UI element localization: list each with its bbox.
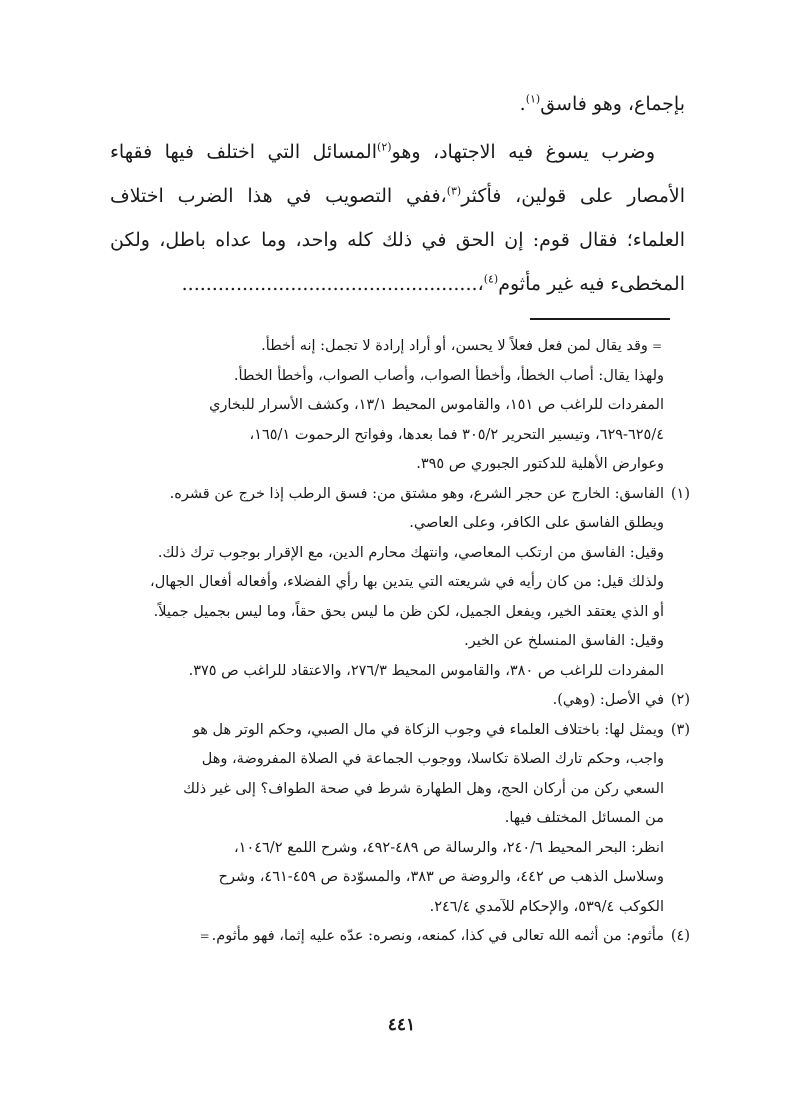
main-line-1-text: بإجماع، وهو فاسق [540,93,685,115]
main-line-1-end: . [519,93,526,115]
footnote-text: في الأصل: (وهي). [552,692,664,708]
footnote-4 [105,922,690,952]
footnote-ref-1[interactable]: (١) [525,92,541,106]
main-dots: ................................................. [181,273,478,295]
footnote-line [105,716,690,746]
footnote-ref-4[interactable]: (٤) [483,272,499,286]
footnote-text: ولذلك قيل: من كان رأيه في شريعته التي يتدين بها رأي الفضلاء، وأفعاله أفعال الجهال، [150,574,664,590]
footnote-text: الكوكب ٥٣٩/٤، والإحكام للآمدي ٢٤٦/٤. [429,898,664,915]
footnote-separator [530,318,670,320]
footnote-text: ولهذا يقال: أصاب الخطأ، وأخطأ الصواب، وأصاب الصواب، وأخطأ الخطأ. [233,367,664,384]
main-para2-part-d: ، [477,273,484,295]
footnote-line [105,804,690,834]
footnote-ref-2[interactable]: (٢) [377,140,392,154]
footnote-text: الفاسق: الخارج عن حجر الشرع، وهو مشتق من: فسق الرطب إذا خرج عن قشره. [169,485,664,502]
footnote-line [105,332,690,362]
footnote-line [105,775,690,805]
footnote-line [105,686,690,716]
footnote-line [105,539,690,569]
footnote-line [105,568,690,598]
footnote-line [105,745,690,775]
footnote-2 [105,686,690,716]
footnote-text: السعي ركن من أركان الحج، وهل الطهارة شرط في صحة الطواف؟ إلى غير ذلك [183,780,664,797]
footnote-line [105,421,690,451]
footnote-number: (٢) [670,692,690,708]
footnote-line [105,362,690,392]
main-text [110,82,685,306]
footnote-text: وقد يقال لمن فعل فعلاً لا يحسن، أو أراد إرادة لا تجمل: إنه أخطأ. [261,338,648,354]
footnote-number: (١) [670,485,690,502]
footnote-line [105,598,690,628]
footnote-line [105,509,690,539]
footnote-line [105,863,690,893]
footnote-text: وسلاسل الذهب ص ٤٤٢، والروضة ص ٣٨٣، والمسوّدة ص ٤٥٩-٤٦١، وشرح [218,869,664,885]
footnote-line [105,834,690,864]
footnote-text: أو الذي يعتقد الخير، ويفعل الجميل، لكن ظن ما ليس بحق حقاً، وما ليس بجميل جميلاً. [153,603,664,620]
footnote-line [105,922,690,952]
continuation-mark-start: = [651,339,662,353]
footnote-text: ٦٢٥/٤-٦٢٩، وتيسير التحرير ٣٠٥/٢ فما بعدها، وفواتح الرحموت ١٦٥/١، [249,426,664,443]
main-para2-part-c: ،ففي التصويب في هذا الضرب اختلاف العلماء؛ فقال قوم: إن الحق في ذلك كله واحد، وما عداه باطل، ولكن المخطىء فيه غير مأثوم [110,185,685,295]
footnote-text: واجب، وحكم تارك الصلاة تكاسلا، ووجوب الجماعة في الصلاة المفروضة، وهل [201,751,664,767]
footnote-number: (٣) [670,721,690,738]
footnote-text: ويطلق الفاسق على الكافر، وعلى العاصي. [409,515,664,531]
footnote-text: المفردات للراغب ص ١٥١، والقاموس المحيط ١٣/١، وكشف الأسرار للبخاري [209,397,664,413]
footnotes [105,332,690,952]
footnote-line [105,893,690,923]
footnote-text: وقيل: الفاسق من ارتكب المعاصي، وانتهك محارم الدين، مع الإقرار بوجوب ترك ذلك. [157,544,664,561]
footnote-text: وقيل: الفاسق المنسلخ عن الخير. [464,633,664,649]
page-number: ٤٤١ [387,1015,416,1035]
footnote-continued [105,332,690,480]
footnote-line [105,480,690,510]
footnote-text: المفردات للراغب ص ٣٨٠، والقاموس المحيط ٢٧٦/٣، والاعتقاد للراغب ص ٣٧٥. [188,662,664,679]
footnote-number: (٤) [670,928,690,944]
footnote-text: مأثوم: من أثمه الله تعالى في كذا، كمنعه، ونصره: عدّه عليه إثما، فهو مأثوم. [211,928,664,944]
continuation-mark-end: = [199,929,210,943]
footnote-text: وعوارض الأهلية للدكتور الجبوري ص ٣٩٥. [416,456,664,472]
footnote-line [105,450,690,480]
footnote-line [105,391,690,421]
footnote-ref-3[interactable]: (٣) [446,184,462,198]
main-para2-part-b: المسائل التي اختلف فيها فقهاء الأمصار على قولين، فأكثر [110,141,685,207]
footnote-3 [105,716,690,923]
footnote-text: انظر: البحر المحيط ٢٤٠/٦، والرسالة ص ٤٨٩-٤٩٢، وشرح اللمع ١٠٤٦/٢، [233,839,664,856]
main-paragraph-2 [110,130,685,306]
main-para2-part-a: وضرب يسوغ فيه الاجتهاد، وهو [391,141,655,163]
footnote-text: من المسائل المختلف فيها. [504,810,664,826]
footnote-1 [105,480,690,687]
main-line-1 [110,82,685,126]
footnote-line [105,627,690,657]
footnote-line [105,657,690,687]
footnote-text: ويمثل لها: باختلاف العلماء في وجوب الزكاة في مال الصبي، وحكم الوتر هل هو [192,721,664,738]
